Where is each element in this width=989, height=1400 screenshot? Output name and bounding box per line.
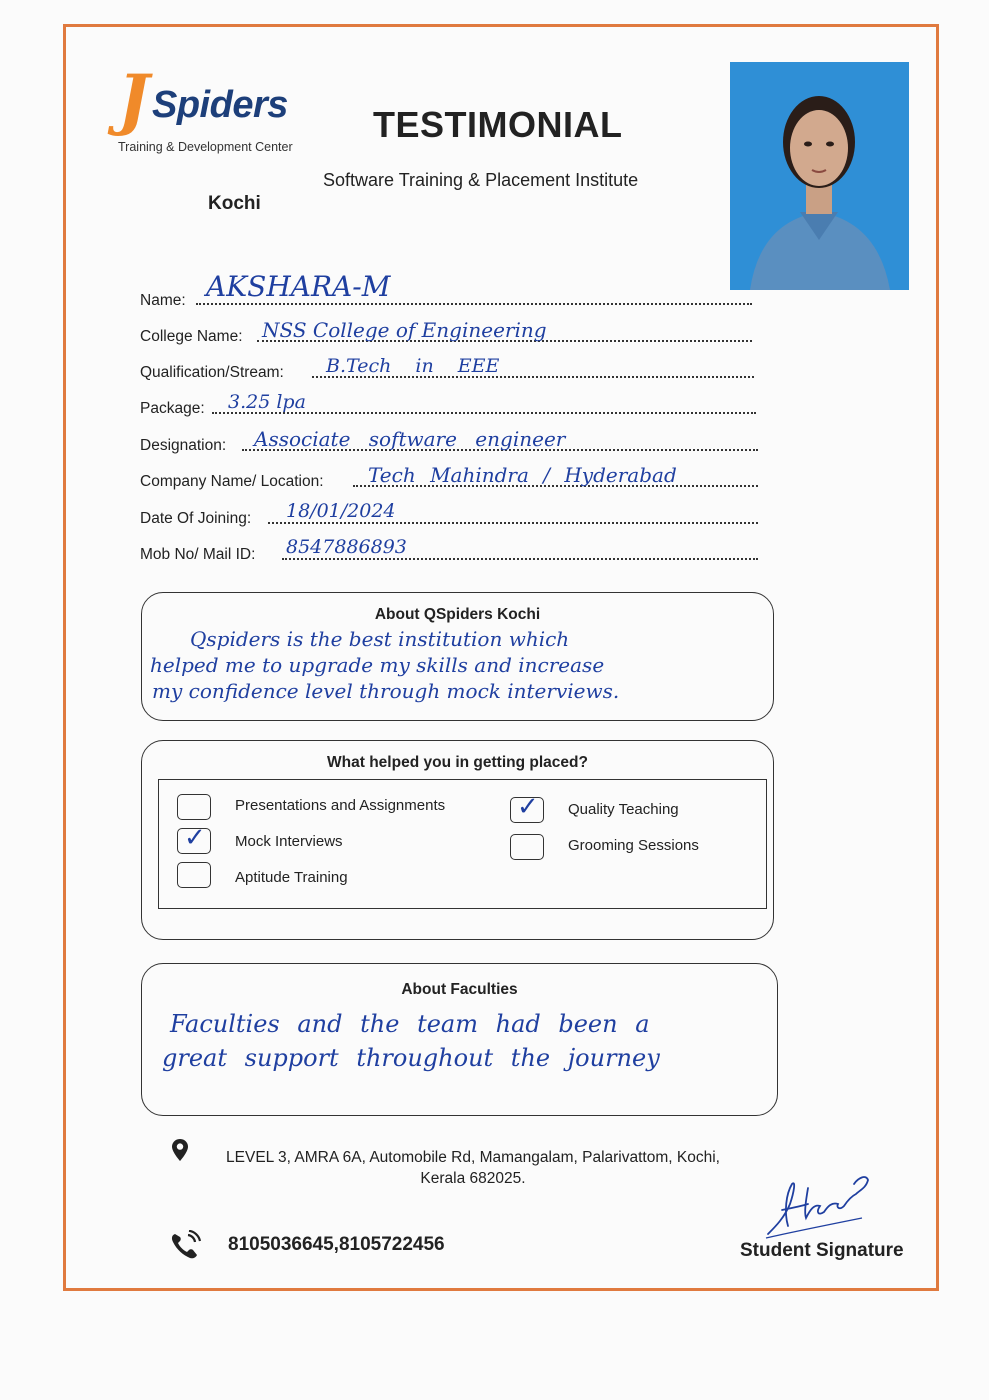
checkbox-mock-interviews[interactable] [177,823,211,854]
address-block [193,1147,753,1189]
checkbox-presentations[interactable] [177,794,211,820]
checkmark-icon: ✓ [184,823,206,853]
contact-line [282,558,758,560]
name-line [196,303,752,305]
phone-icon [170,1230,204,1260]
logo-tagline: Training & Development Center [118,140,293,154]
address-line-1: LEVEL 3, AMRA 6A, Automobile Rd, Mamangalam, Palarivattom, Kochi, [226,1149,720,1166]
jspiders-logo [112,60,302,162]
option-grooming: Grooming Sessions [568,837,699,854]
about-faculties-box [141,963,778,1116]
location-pin-icon [172,1139,188,1161]
option-aptitude: Aptitude Training [235,869,348,886]
about-qspiders-line-3: my confidence level through mock interviews. [152,679,620,703]
address-line-2: Kerala 682025. [420,1170,526,1187]
checkbox-aptitude[interactable] [177,862,211,888]
about-faculties-title: About Faculties [401,981,518,998]
college-label: College Name: [140,328,243,345]
contact-value: 8547886893 [286,536,407,558]
placement-options-panel [158,779,767,909]
checkbox-grooming[interactable] [510,834,544,860]
page-title: TESTIMONIAL [373,104,623,145]
page-subtitle: Software Training & Placement Institute [323,170,639,190]
branch-name: Kochi [208,193,261,214]
logo-name: Spiders [152,84,288,126]
about-qspiders-line-1: Qspiders is the best institution which [190,627,570,651]
doj-value: 18/01/2024 [286,500,396,522]
doj-line [268,522,758,524]
checkmark-icon: ✓ [517,792,539,822]
package-value: 3.25 lpa [228,391,306,413]
name-value: AKSHARA-M [206,270,391,303]
about-qspiders-line-2: helped me to upgrade my skills and increase [150,653,605,677]
about-qspiders-title: About QSpiders Kochi [374,606,541,623]
about-faculties-line-1: Faculties and the team had been a [170,1010,650,1038]
college-value: NSS College of Engineering [262,318,547,342]
student-signature [762,1166,872,1242]
placement-help-title: What helped you in getting placed? [327,754,588,771]
package-label: Package: [140,400,205,417]
option-quality-teaching: Quality Teaching [568,801,679,818]
logo-j: J [118,60,150,138]
qualification-label: Qualification/Stream: [140,364,284,381]
checkbox-quality-teaching[interactable] [510,792,544,823]
name-label: Name: [140,292,186,309]
company-label: Company Name/ Location: [140,473,324,490]
qualification-value: B.Tech in EEE [326,355,500,377]
option-presentations: Presentations and Assignments [235,797,446,814]
company-value: Tech Mahindra / Hyderabad [368,463,677,487]
doj-label: Date Of Joining: [140,510,252,527]
phone-numbers: 8105036645,8105722456 [228,1234,445,1255]
option-mock-interviews: Mock Interviews [235,833,343,850]
about-qspiders-box [141,592,774,721]
about-faculties-line-2: great support throughout the journey [162,1044,660,1072]
placement-help-box [141,740,774,940]
student-photo [730,62,909,290]
signature-label: Student Signature [740,1240,904,1261]
designation-value: Associate software engineer [254,427,566,451]
designation-label: Designation: [140,437,227,454]
contact-label: Mob No/ Mail ID: [140,546,256,563]
